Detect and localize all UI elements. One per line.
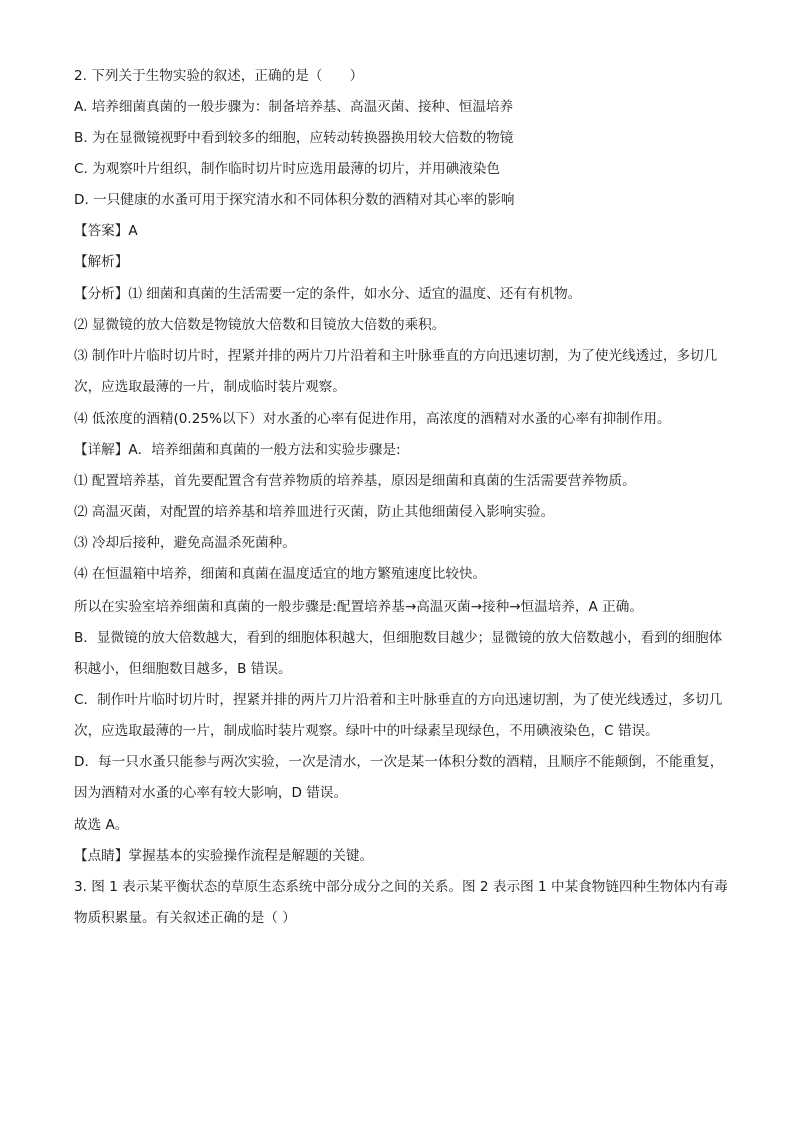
detail-step-1: ⑴ 配置培养基，首先要配置含有营养物质的培养基，原因是细菌和真菌的生活需要营养物质。 [74,473,636,489]
dianjing-note: 【点睛】掌握基本的实验操作流程是解题的关键。 [74,848,374,864]
question-3-stem: 3. 图 1 表示某平衡状态的草原生态系统中部分成分之间的关系。图 2 表示图 1 中某食物链四种生物体内有毒物质积累量。有关叙述正确的是（ ） [74,879,728,926]
question-2-stem: 2. 下列关于生物实验的叙述，正确的是（ ） [74,68,364,84]
analysis-point-1: 【分析】⑴ 细菌和真菌的生活需要一定的条件，如水分、适宜的温度、还有有机物。 [74,286,582,302]
analysis-point-2: ⑵ 显微镜的放大倍数是物镜放大倍数和目镜放大倍数的乘积。 [74,317,446,333]
detail-explain-c: C．制作叶片临时切片时，捏紧并排的两片刀片沿着和主叶脉垂直的方向迅速切割，为了使光线透过，多切几次，应选取最薄的一片，制成临时装片观察。绿叶中的叶绿素呈现绿色，不用碘液染色，C 错误。 [74,692,723,739]
detail-explain-d: D．每一只水蚤只能参与两次实验，一次是清水，一次是某一体积分数的酒精，且顺序不能颠倒，不能重复，因为酒精对水蚤的心率有较大影响，D 错误。 [74,754,724,801]
detail-step-3: ⑶ 冷却后接种，避免高温杀死菌种。 [74,535,296,551]
analysis-point-4: ⑷ 低浓度的酒精(0.25%以下）对水蚤的心率有促进作用，高浓度的酒精对水蚤的心率有抑制作用。 [74,411,671,427]
detail-conclusion-a: 所以在实验室培养细菌和真菌的一般步骤是:配置培养基→高温灭菌→接种→恒温培养，A 正确。 [74,599,643,615]
analysis-point-3: ⑶ 制作叶片临时切片时，捏紧并排的两片刀片沿着和主叶脉垂直的方向迅速切割，为了使光线透过，多切几次，应选取最薄的一片，制成临时装片观察。 [74,348,718,395]
question-2-option-a: A. 培养细菌真菌的一般步骤为：制备培养基、高温灭菌、接种、恒温培养 [74,99,514,115]
detail-choice: 故选 A。 [74,817,129,833]
detail-step-4: ⑷ 在恒温箱中培养，细菌和真菌在温度适宜的地方繁殖速度比较快。 [74,566,487,582]
question-2-option-b: B. 为在显微镜视野中看到较多的细胞，应转动转换器换用较大倍数的物镜 [74,130,514,146]
detail-explain-b: B．显微镜的放大倍数越大，看到的细胞体积越大，但细胞数目越少；显微镜的放大倍数越小，看到的细胞体积越小，但细胞数目越多，B 错误。 [74,630,723,677]
detail-step-2: ⑵ 高温灭菌，对配置的培养基和培养皿进行灭菌，防止其他细菌侵入影响实验。 [74,504,555,520]
analysis-heading: 【解析】 [74,254,129,270]
answer-label: 【答案】A [74,223,138,239]
question-2-option-d: D. 一只健康的水蚤可用于探究清水和不同体积分数的酒精对其心率的影响 [74,192,515,208]
question-2-option-c: C. 为观察叶片组织，制作临时切片时应选用最薄的切片，并用碘液染色 [74,161,500,177]
detail-heading: 【详解】A．培养细菌和真菌的一般方法和实验步骤是: [74,442,401,458]
